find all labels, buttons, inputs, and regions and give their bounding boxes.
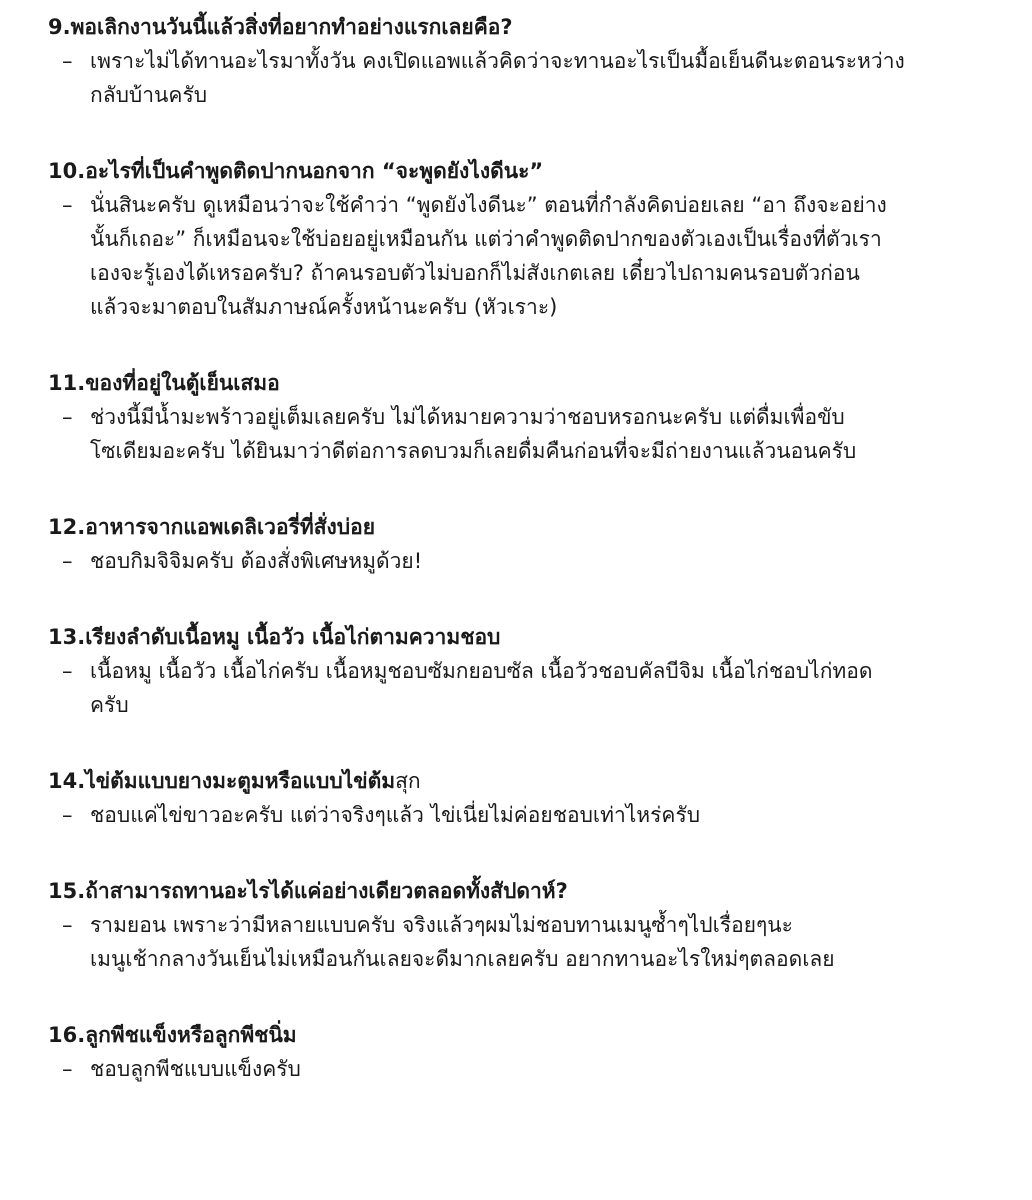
- answer-line: ครับ: [90, 693, 129, 717]
- question-heading: 12.อาหารจากแอพเดลิเวอรี่ที่สั่งบ่อย: [48, 515, 376, 539]
- dash-bullet: –: [62, 405, 73, 429]
- question-heading: 16.ลูกพีชแข็งหรือลูกพีชนิ่ม: [48, 1023, 297, 1047]
- answer-item: [48, 1052, 992, 1086]
- answer-line: เองจะรู้เองได้เหรอครับ? ถ้าคนรอบตัวไม่บอกก็ไม่สังเกตเลย เดี๋ยวไปถามคนรอบตัวก่อน: [90, 261, 860, 285]
- answer-line: นั่นสินะครับ ดูเหมือนว่าจะใช้คำว่า “พูดยังไงดีนะ” ตอนที่กำลังคิดบ่อยเลย “อา ถึงจะอย่าง: [90, 193, 887, 217]
- answer-item: [48, 908, 992, 976]
- answer-line: กลับบ้านครับ: [90, 83, 208, 107]
- answer-line: ชอบกิมจิจิมครับ ต้องสั่งพิเศษหมูด้วย!: [90, 549, 423, 573]
- answer-item: [48, 798, 992, 832]
- answer-line: นั้นก็เถอะ” ก็เหมือนจะใช้บ่อยอยู่เหมือนกัน แต่ว่าคำพูดติดปากของตัวเองเป็นเรื่องที่ตัวเรา: [90, 227, 882, 251]
- question-heading: 13.เรียงลำดับเนื้อหมู เนื้อวัว เนื้อไก่ตามความชอบ: [48, 625, 501, 649]
- question-heading: 15.ถ้าสามารถทานอะไรได้แค่อย่างเดียวตลอดทั้งสัปดาห์?: [48, 879, 568, 903]
- dash-bullet: –: [62, 803, 73, 827]
- dash-bullet: –: [62, 49, 73, 73]
- qa-block-15: [48, 874, 992, 976]
- answer-line: เพราะไม่ได้ทานอะไรมาทั้งวัน คงเปิดแอพแล้วคิดว่าจะทานอะไรเป็นมื้อเย็นดีนะตอนระหว่าง: [90, 49, 905, 73]
- qa-block-10: [48, 154, 992, 324]
- dash-bullet: –: [62, 549, 73, 573]
- question-tail: สุก: [395, 769, 421, 793]
- qa-block-14: [48, 764, 992, 832]
- qa-block-16: [48, 1018, 992, 1086]
- answer-line: ชอบแค่ไข่ขาวอะครับ แต่ว่าจริงๆแล้ว ไข่เนี่ยไม่ค่อยชอบเท่าไหร่ครับ: [90, 803, 701, 827]
- dash-bullet: –: [62, 659, 73, 683]
- answer-line: ชอบลูกพีชแบบแข็งครับ: [90, 1057, 301, 1081]
- answer-line: แล้วจะมาตอบในสัมภาษณ์ครั้งหน้านะครับ (หัวเราะ): [90, 295, 558, 319]
- qa-block-11: [48, 366, 992, 468]
- answer-item: [48, 44, 992, 112]
- answer-line: รามยอน เพราะว่ามีหลายแบบครับ จริงแล้วๆผมไม่ชอบทานเมนูซ้ำๆไปเรื่อยๆนะ: [90, 913, 793, 937]
- answer-item: [48, 188, 992, 324]
- answer-item: [48, 400, 992, 468]
- answer-line: ช่วงนี้มีน้ำมะพร้าวอยู่เต็มเลยครับ ไม่ได้หมายความว่าชอบหรอกนะครับ แต่ดื่มเพื่อขับ: [90, 405, 845, 429]
- answer-item: [48, 544, 992, 578]
- qa-block-9: [48, 10, 992, 112]
- qa-block-13: [48, 620, 992, 722]
- question-heading: 10.อะไรที่เป็นคำพูดติดปากนอกจาก “จะพูดยังไงดีนะ”: [48, 159, 544, 183]
- answer-line: เมนูเช้ากลางวันเย็นไม่เหมือนกันเลยจะดีมากเลยครับ อยากทานอะไรใหม่ๆตลอดเลย: [90, 947, 835, 971]
- question-heading: 11.ของที่อยู่ในตู้เย็นเสมอ: [48, 371, 280, 395]
- question-heading: 14.ไข่ต้มแบบยางมะตูมหรือแบบไข่ต้มสุก: [48, 769, 421, 793]
- answer-line: โซเดียมอะครับ ได้ยินมาว่าดีต่อการลดบวมก็เลยดื่มคืนก่อนที่จะมีถ่ายงานแล้วนอนครับ: [90, 439, 857, 463]
- question-heading: 9.พอเลิกงานวันนี้แล้วสิ่งที่อยากทำอย่างแรกเลยคือ?: [48, 15, 513, 39]
- dash-bullet: –: [62, 193, 73, 217]
- dash-bullet: –: [62, 913, 73, 937]
- answer-line: เนื้อหมู เนื้อวัว เนื้อไก่ครับ เนื้อหมูชอบซัมกยอบซัล เนื้อวัวชอบคัลบีจิม เนื้อไก่ชอบไก่ทอด: [90, 659, 873, 683]
- answer-item: [48, 654, 992, 722]
- qa-block-12: [48, 510, 992, 578]
- dash-bullet: –: [62, 1057, 73, 1081]
